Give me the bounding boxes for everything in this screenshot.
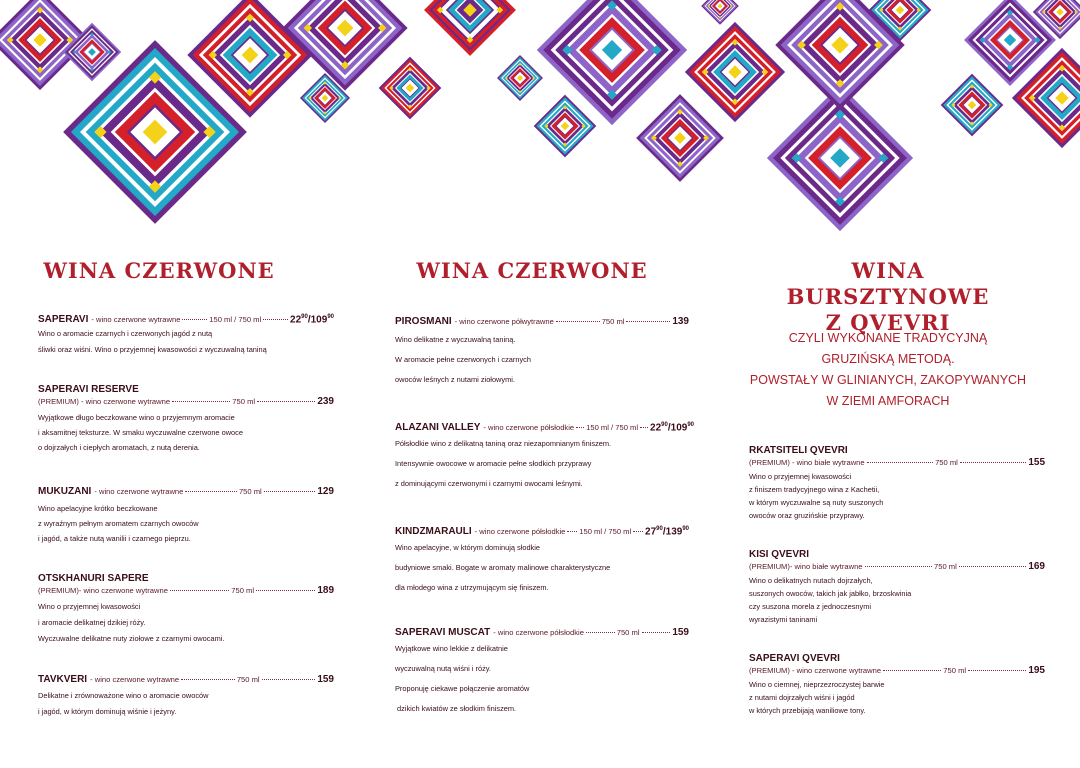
- ornament-diamond: [687, 24, 783, 120]
- wine-saperavi: [38, 311, 334, 358]
- column-subtitle: Z QVEVRI: [825, 310, 951, 335]
- wine-kindzmarauli: [395, 523, 689, 598]
- wine-description: Wino o ciemnej, nieprzezroczystej barwie z nutami dojrzałych wiśni i jagód w których przebijają waniliowe tony.: [749, 680, 885, 715]
- wine-alazani-valley: [395, 419, 695, 494]
- wine-volume: 750 ml: [601, 317, 625, 326]
- column-title: WINA BURSZTYNOWE: [786, 258, 990, 309]
- column-red-wines-1: [38, 258, 335, 716]
- wine-name: SAPERAVI QVEVRI: [749, 653, 840, 664]
- wine-type: (PREMIUM)- wino białe wytrawne: [749, 562, 863, 571]
- wine-price: 155: [1028, 457, 1046, 468]
- wine-name: SAPERAVI: [38, 314, 89, 326]
- wine-name: OTSKHANURI SAPERE: [38, 573, 149, 584]
- ornament-diamond: [285, 0, 405, 88]
- column-red-wines-2: [395, 258, 695, 713]
- wine-description: Wino delikatne z wyczuwalną taniną. W aromacie pełne czerwonych i czarnych owoców leśnych z nutami ziołowymi.: [395, 335, 531, 384]
- wine-type: - wino czerwone półsłodkie: [483, 423, 575, 433]
- wine-volume: 150 ml / 750 ml: [579, 527, 632, 537]
- wine-type: - wino czerwone półwytrawne: [454, 317, 554, 326]
- section-intro: CZYLI WYKONANE TRADYCYJNĄ GRUZIŃSKĄ METODĄ. POWSTAŁY W GLINIANYCH, ZAKOPYWANYCH W ZIEMI AMFORACH: [749, 331, 1027, 408]
- wine-name: MUKUZANI: [38, 486, 92, 497]
- wine-price: 169: [1028, 561, 1045, 572]
- wine-name: TAVKVERI: [38, 674, 88, 685]
- wine-volume: 750 ml: [935, 458, 958, 467]
- wine-type: - wino czerwone półsłodkie: [474, 527, 566, 537]
- wine-description: Wino apelacyjne krótko beczkowane z wyraźnym pełnym aromatem czarnych owoców i jagód, a także nutą wanilii i czarnego pieprzu.: [38, 504, 199, 543]
- column-title: WINA CZERWONE: [416, 258, 648, 283]
- wine-price: 129: [317, 486, 334, 497]
- wine-saperavi-muscat: [395, 627, 689, 719]
- wine-description: Wino apelacyjne, w którym dominują słodkie budyniowe smaki. Bogate w aromaty malinowe charakterystyczne dla młodego wina z utrzymującym się finiszem.: [395, 543, 611, 593]
- wine-mukuzani: [38, 486, 334, 546]
- wine-description: Wino o aromacie czarnych i czerwonych jagód z nutą śliwki oraz wiśni. Wino o przyjemnej kwasowości z wyczuwalną taniną: [38, 329, 267, 355]
- wine-rkatsiteli-qvevri: [749, 444, 1045, 522]
- wine-name: ALAZANI VALLEY: [395, 422, 481, 434]
- wine-description: Półsłodkie wino z delikatną taniną oraz niezapomnianym finiszem. Intensywnie owocowe w aromacie pełne słodkich przyprawy z dominującymi czerwonymi i czarnymi owocami leśnymi.: [395, 439, 612, 489]
- wine-otskhanuri-sapere: [38, 572, 334, 647]
- wine-pirosmani: [395, 316, 689, 390]
- wine-volume: 150 ml / 750 ml: [209, 315, 262, 325]
- wine-kisi-qvevri: [749, 548, 1045, 626]
- ornament-diamond: [498, 56, 542, 100]
- wine-volume: 750 ml: [934, 562, 957, 571]
- wine-volume: 750 ml: [236, 675, 260, 684]
- wine-type: (PREMIUM) - wino białe wytrawne: [749, 458, 865, 467]
- ornament-diamond: [638, 96, 722, 180]
- wine-description: Wyjątkowe wino lekkie z delikatnie wyczuwalną nutą wiśni i róży. Proponuję ciekawe połączenie aromatów dzikich kwiatów ze słodkim finiszem.: [395, 644, 530, 713]
- wine-name: SAPERAVI MUSCAT: [395, 627, 491, 638]
- wine-name: KISI QVEVRI: [749, 549, 810, 560]
- wine-description: Delikatne i zrównoważone wino o aromacie owoców i jagód, w którym dominują wiśnie i jeżyny.: [38, 691, 209, 716]
- ornament-diamond: [535, 96, 595, 156]
- column-amber-wines: [749, 258, 1046, 715]
- wine-description: Wino o delikatnych nutach dojrzałych, suszonych owoców, takich jak jabłko, brzoskwinia czy suszona morela z jednoczesnymi wyrazistymi taninami: [749, 576, 912, 624]
- wine-volume: 150 ml / 750 ml: [586, 423, 639, 433]
- wine-name: RKATSITELI QVEVRI: [749, 445, 848, 456]
- wine-price: 139: [672, 316, 689, 327]
- wine-type: - wino czerwone wytrawne: [91, 315, 181, 325]
- wine-tavkveri: [38, 674, 334, 720]
- wine-type: (PREMIUM)- wino czerwone wytrawne: [38, 586, 168, 595]
- wine-volume: 750 ml: [231, 586, 255, 595]
- wine-price: 159: [672, 627, 689, 638]
- wine-type: (PREMIUM) - wino czerwone wytrawne: [749, 666, 882, 675]
- wine-type: (PREMIUM) - wino czerwone wytrawne: [38, 397, 171, 406]
- wine-volume: 750 ml: [616, 628, 640, 637]
- ornament-pattern-banner: [0, 0, 1080, 240]
- wine-volume: 750 ml: [943, 666, 967, 675]
- wine-price: 195: [1028, 665, 1045, 676]
- wine-saperavi-reserve: [38, 383, 334, 455]
- column-title: WINA CZERWONE: [43, 258, 275, 283]
- wine-description: Wino o przyjemnej kwasowości z finiszem tradycyjnego wina z Kachetii, w którym wyczuwalne są nuty suszonych owoców oraz gruzińskie przyprawy.: [749, 472, 884, 520]
- wine-saperavi-qvevri: [749, 652, 1045, 717]
- wine-name: KINDZMARAULI: [395, 526, 472, 538]
- wine-price: $22^{90}/109^{90}$: [290, 314, 334, 326]
- wine-name: SAPERAVI RESERVE: [38, 384, 139, 395]
- wine-price: 159: [317, 674, 334, 685]
- wine-description: Wino o przyjemnej kwasowości i aromacie delikatnej dzikiej róży. Wyczuwalne delikatne nuty ziołowe z czarnymi owocami.: [38, 602, 225, 643]
- wine-price: 239: [317, 396, 334, 407]
- wine-type: - wino czerwone wytrawne: [90, 675, 180, 684]
- wine-description: Wyjątkowe długo beczkowane wino o przyjemnym aromacie i aksamitnej teksturze. W smaku wyczuwalne czerwone owoce o dojrzałych i ciepłych aromatach, z nutą derenia.: [38, 413, 243, 452]
- wine-price: 189: [317, 585, 335, 596]
- wine-type: - wino czerwone półsłodkie: [493, 628, 584, 637]
- ornament-diamond: [702, 0, 738, 24]
- wine-volume: 750 ml: [238, 487, 262, 496]
- ornament-diamond: [422, 0, 518, 58]
- wine-price: $22^{90}/109^{90}$: [650, 422, 695, 434]
- ornament-diamond: [380, 58, 440, 118]
- wine-name: PIROSMANI: [395, 316, 452, 327]
- wine-type: - wino czerwone wytrawne: [94, 487, 184, 496]
- wine-price: $27^{90}/139^{90}$: [645, 526, 690, 538]
- wine-volume: 750 ml: [232, 397, 256, 406]
- ornament-diamond: [942, 75, 1002, 135]
